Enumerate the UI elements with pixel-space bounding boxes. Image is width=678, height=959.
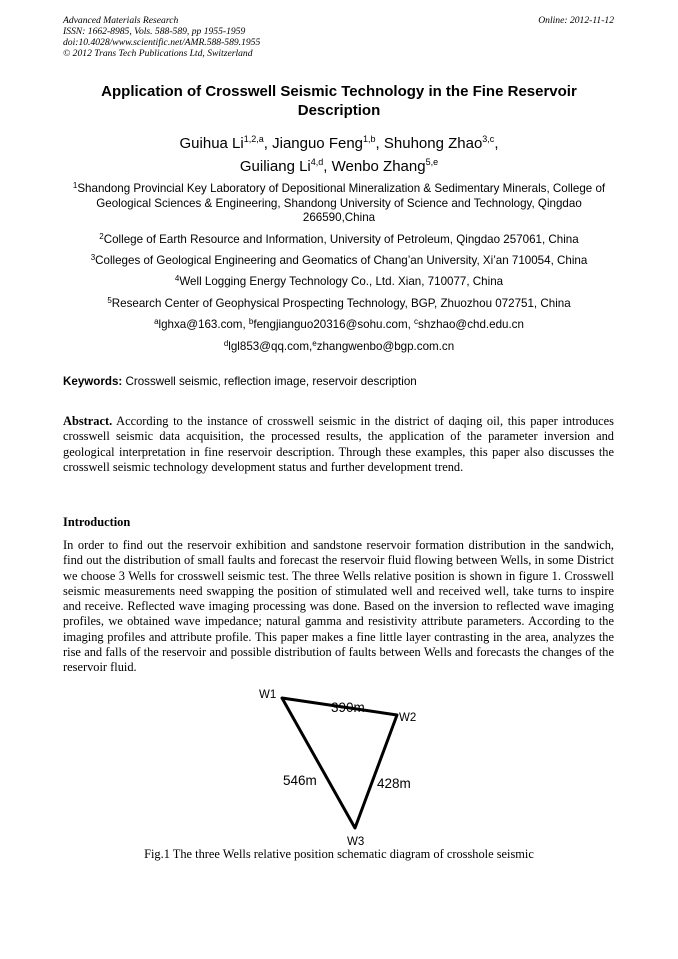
- online-date: Online: 2012-11-12: [538, 15, 614, 26]
- affiliation-5: [63, 297, 615, 312]
- well-position-diagram: [230, 682, 460, 850]
- email-sup: d: [223, 339, 229, 348]
- distance-w1-w3: 546m: [283, 773, 317, 788]
- author-name: Jianguo Feng: [272, 135, 364, 152]
- email-line-1: [63, 318, 615, 333]
- well-label-w1: W1: [259, 689, 277, 701]
- affiliation-2: [63, 233, 615, 248]
- abstract-text: According to the instance of crosswell seismic in the district of daqing oil, this paper introduces crosswell seismic data acquisition, the processed results, the application of the parameter inversion and geological interpretation in fine reservoir description. Through these examples, this paper also discusses the crosswell seismic technology development status and further development trend.: [63, 414, 614, 474]
- author-sep: ,: [494, 135, 499, 152]
- author-sep: ,: [323, 158, 332, 175]
- author-sup: 1,2,a: [243, 134, 264, 144]
- distance-w1-w2: 390m: [331, 700, 365, 715]
- email-sup: b: [248, 317, 254, 326]
- author-name: Guihua Li: [179, 135, 244, 152]
- affiliation-sup: 1: [72, 181, 78, 190]
- journal-name: Advanced Materials Research: [63, 15, 179, 26]
- well-triangle: [282, 698, 397, 828]
- author-sup: 4,d: [310, 157, 324, 167]
- email-e: zhangwenbo@bgp.com.cn: [316, 340, 455, 353]
- email-a: lghxa@163.com,: [158, 318, 249, 331]
- author-list: [63, 132, 615, 178]
- author-line-1: [63, 132, 615, 155]
- author-sup: 3,c: [482, 134, 495, 144]
- email-sup: a: [154, 317, 159, 326]
- email-sup: e: [312, 339, 317, 348]
- author-line-2: [63, 155, 615, 178]
- affiliation-4: [63, 275, 615, 290]
- copyright-line: © 2012 Trans Tech Publications Ltd, Switzerland: [63, 48, 253, 59]
- journal-header: [63, 15, 260, 59]
- keywords: [63, 375, 615, 389]
- abstract-label: Abstract.: [63, 414, 113, 428]
- email-b: fengjianguo20316@sohu.com,: [253, 318, 415, 331]
- doi-line: doi:10.4028/www.scientific.net/AMR.588-589.1955: [63, 37, 261, 48]
- author-sup: 1,b: [363, 134, 376, 144]
- affiliation-text: College of Earth Resource and Information, University of Petroleum, Qingdao 257061, China: [103, 233, 579, 246]
- affiliation-sup: 2: [99, 232, 104, 241]
- introduction-paragraph: In order to find out the reservoir exhibition and sandstone reservoir formation distribution in the sandwich, find out the distribution of small faults and forecast the reservoir fluid flowing between Wells, in some District we choose 3 Wells for crosswell seismic test. The three Wells relative position is shown in figure 1. Crosswell seismic measurements need swapping the position of stimulated well and received well, take turns to inspire and receive. Reflected wave imaging processing was done. Based on the inversion to reflected wave imaging profiles, we obtained wave impedance; natural gamma and resistivity attribute parameters. According to the imaging profiles and attribute profile. This paper makes a fine little layer contrasting in the area, analyzes the rise and falls of the reservoir and possible distribution of faults between Wells and forecasts the changes of the reservoir fluid.: [63, 538, 614, 675]
- triangle-diagram-svg: [230, 682, 460, 850]
- affiliation-1: [63, 182, 615, 226]
- author-name: Shuhong Zhao: [383, 135, 483, 152]
- author-name: Wenbo Zhang: [331, 158, 426, 175]
- well-label-w3: W3: [347, 836, 365, 848]
- distance-w2-w3: 428m: [377, 776, 411, 791]
- author-sep: ,: [263, 135, 273, 152]
- email-d: lgl853@qq.com,: [228, 340, 313, 353]
- affiliation-sup: 3: [90, 253, 96, 262]
- abstract: [63, 414, 614, 475]
- affiliation-text: Colleges of Geological Engineering and Geomatics of Chang’an University, Xi’an 710054, China: [95, 254, 588, 267]
- author-sep: ,: [375, 135, 384, 152]
- keywords-text: Crosswell seismic, reflection image, reservoir description: [122, 375, 417, 388]
- affiliation-3: [63, 254, 615, 269]
- figure-caption: Fig.1 The three Wells relative position schematic diagram of crosshole seismic: [144, 847, 534, 861]
- introduction-heading: Introduction: [63, 515, 131, 529]
- email-c: shzhao@chd.edu.cn: [418, 318, 524, 331]
- issn-line: ISSN: 1662-8985, Vols. 588-589, pp 1955-1959: [63, 26, 246, 37]
- keywords-label: Keywords:: [63, 375, 123, 388]
- well-label-w2: W2: [399, 712, 417, 724]
- affiliation-text: Shandong Provincial Key Laboratory of Depositional Mineralization & Sedimentary Minerals, College of Geological Sciences & Engineering, Shandong University of Science and Technology, Qingdao 266590,China: [77, 182, 606, 224]
- email-line-2: [63, 340, 615, 355]
- author-name: Guiliang Li: [239, 158, 311, 175]
- affiliation-sup: 5: [107, 296, 112, 305]
- affiliation-sup: 4: [174, 274, 180, 283]
- paper-title: Application of Crosswell Seismic Technology in the Fine Reservoir Description: [101, 83, 577, 119]
- affiliation-text: Well Logging Energy Technology Co., Ltd. Xian, 710077, China: [179, 275, 504, 288]
- affiliation-text: Research Center of Geophysical Prospecting Technology, BGP, Zhuozhou 072751, China: [111, 297, 571, 310]
- author-sup: 5,e: [425, 157, 439, 167]
- email-sup: c: [414, 317, 419, 326]
